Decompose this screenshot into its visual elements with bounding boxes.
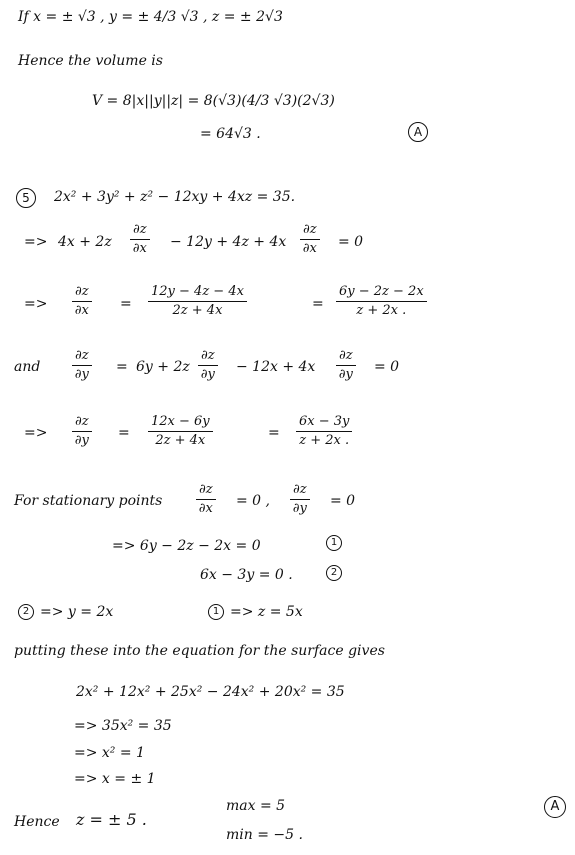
- answer-badge-part4: A: [408, 122, 428, 142]
- subst-tag-a: 2: [18, 604, 34, 620]
- hence-word: Hence: [14, 814, 60, 830]
- frac-denominator: z + 2x .: [356, 303, 407, 318]
- hence-volume-text: Hence the volume is: [18, 53, 163, 69]
- putting-line: putting these into the equation for the surface gives: [14, 643, 385, 659]
- frac-numerator: ∂z: [196, 482, 216, 500]
- expanded-equation: 2x² + 12x² + 25x² − 24x² + 20x² = 35: [76, 684, 345, 700]
- dzdx-lhs: [72, 284, 92, 319]
- frac-denominator: ∂x: [198, 501, 213, 516]
- diff-y-before: 6y + 2z: [136, 359, 190, 375]
- frac-denominator: 2z + 4x: [172, 303, 223, 318]
- frac-numerator: ∂z: [72, 414, 92, 432]
- frac-denominator: 2z + 4x: [155, 433, 206, 448]
- diff-y-lhs: [72, 348, 92, 383]
- equation-2-line: 6x − 3y = 0 .: [200, 567, 293, 583]
- frac-denominator: ∂x: [74, 303, 89, 318]
- diff-x-middle: − 12y + 4z + 4x: [170, 234, 287, 250]
- frac-numerator: ∂z: [72, 284, 92, 302]
- frac-numerator: 12y − 4z − 4x: [148, 284, 247, 302]
- stationary-frac1: [196, 482, 216, 517]
- frac-denominator: ∂y: [74, 433, 89, 448]
- answer-badge-part5: A: [544, 796, 566, 818]
- frac-numerator: ∂z: [72, 348, 92, 366]
- surface-equation: 2x² + 3y² + z² − 12xy + 4xz = 35.: [54, 189, 296, 205]
- diff-x-after: = 0: [338, 234, 364, 250]
- frac-numerator: 12x − 6y: [148, 414, 213, 432]
- frac-numerator: 6x − 3y: [296, 414, 352, 432]
- diff-y-eq: =: [116, 359, 128, 375]
- stationary-end: = 0: [330, 493, 356, 509]
- diff-x-frac2: [300, 222, 320, 257]
- dzdy-eq2: =: [268, 425, 280, 441]
- step-3: => x = ± 1: [74, 771, 156, 787]
- diff-y-after: = 0: [374, 359, 400, 375]
- dzdy-mid: [148, 414, 213, 449]
- stationary-text: For stationary points: [14, 493, 163, 509]
- step-2: => x² = 1: [74, 745, 145, 761]
- frac-numerator: ∂z: [300, 222, 320, 240]
- dzdx-rhs: [336, 284, 427, 319]
- z-result: z = ± 5 .: [76, 810, 147, 829]
- and-word: and: [14, 359, 41, 375]
- dzdx-eq2: =: [312, 296, 324, 312]
- frac-denominator: ∂x: [302, 241, 317, 256]
- volume-result: = 64√3 .: [200, 126, 261, 142]
- max-value: max = 5: [226, 798, 286, 814]
- frac-denominator: ∂y: [292, 501, 307, 516]
- stationary-frac2: [290, 482, 310, 517]
- diff-x-frac1: [130, 222, 150, 257]
- dzdy-rhs: [296, 414, 352, 449]
- dzdy-eq1: =: [118, 425, 130, 441]
- dzdx-mid: [148, 284, 247, 319]
- subst-text-a: => y = 2x: [40, 604, 114, 620]
- min-value: min = −5 .: [226, 827, 303, 843]
- frac-denominator: ∂y: [338, 367, 353, 382]
- frac-numerator: ∂z: [290, 482, 310, 500]
- equation-1-tag: 1: [326, 535, 342, 551]
- equation-2-tag: 2: [326, 565, 342, 581]
- frac-denominator: ∂y: [200, 367, 215, 382]
- diff-y-frac2: [336, 348, 356, 383]
- diff-x-before: 4x + 2z: [58, 234, 112, 250]
- frac-numerator: ∂z: [130, 222, 150, 240]
- stationary-mid: = 0 ,: [236, 493, 270, 509]
- dzdx-arrow: =>: [24, 296, 48, 312]
- frac-numerator: ∂z: [336, 348, 356, 366]
- frac-numerator: ∂z: [198, 348, 218, 366]
- frac-numerator: 6y − 2z − 2x: [336, 284, 427, 302]
- line-xyz-values: If x = ± √3 , y = ± 4/3 √3 , z = ± 2√3: [18, 9, 283, 25]
- dzdy-arrow: =>: [24, 425, 48, 441]
- equation-1-line: => 6y − 2z − 2x = 0: [112, 538, 261, 554]
- diff-y-middle: − 12x + 4x: [236, 359, 316, 375]
- subst-tag-b: 1: [208, 604, 224, 620]
- diff-x-arrow: =>: [24, 234, 48, 250]
- diff-y-frac1: [198, 348, 218, 383]
- dzdy-lhs: [72, 414, 92, 449]
- question-number: 5: [16, 188, 36, 208]
- volume-expression: V = 8|x||y||z| = 8(√3)(4/3 √3)(2√3): [92, 93, 335, 109]
- frac-denominator: ∂y: [74, 367, 89, 382]
- frac-denominator: ∂x: [132, 241, 147, 256]
- subst-text-b: => z = 5x: [230, 604, 303, 620]
- step-1: => 35x² = 35: [74, 718, 172, 734]
- frac-denominator: z + 2x .: [299, 433, 350, 448]
- dzdx-eq1: =: [120, 296, 132, 312]
